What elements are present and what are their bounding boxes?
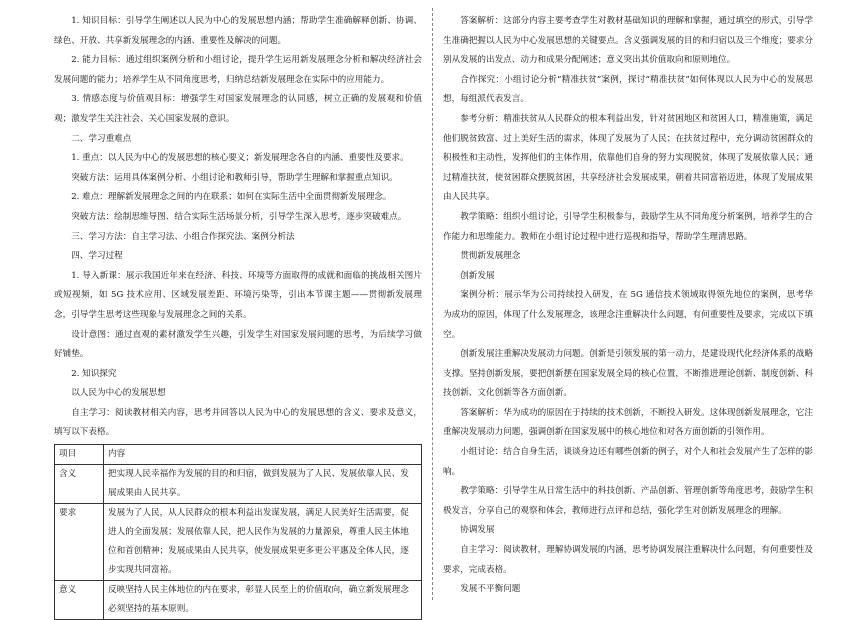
table-cell-value: 反映坚持人民主体地位的内在要求，彰显人民至上的价值取向，确立新发展理念必须坚持的基本原则。 <box>104 581 422 620</box>
right-column <box>443 12 813 600</box>
answer-analysis-2: 答案解析：华为成功的原因在于持续的技术创新，不断投入研发。这体现创新发展理念，它注重解决发展动力问题，强调创新在国家发展中的核心地位和对各方面创新的引领作用。 <box>443 407 813 438</box>
concept-table <box>54 444 422 620</box>
cooperative-inquiry: 合作探究：小组讨论分析“精准扶贫”案例，探讨“精准扶贫”如何体现以人民为中心的发展思想，每组派代表发言。 <box>443 74 813 105</box>
design-intent: 设计意图：通过直观的素材激发学生兴趣，引发学生对国家发展问题的思考，为后续学习做好铺垫。 <box>54 329 422 360</box>
self-study-prompt-2: 自主学习：阅读教材，理解协调发展的内涵，思考协调发展注重解决什么问题，有何重要性及要求，完成表格。 <box>443 545 813 575</box>
objective-knowledge: 1. 知识目标：引导学生阐述以人民为中心的发展思想内涵；帮助学生准确解释创新、协调、绿色、开放、共享新发展理念的内涵、重要性及解决的问题。 <box>54 16 422 46</box>
teaching-strategy-1: 教学策略：组织小组讨论，引导学生积极参与，鼓励学生从不同角度分析案例，培养学生的合作能力和思维能力。教师在小组讨论过程中进行巡视和指导，帮助学生理清思路。 <box>443 211 813 242</box>
table-cell-key: 要求 <box>55 504 104 581</box>
reference-analysis: 参考分析：精准扶贫从人民群众的根本利益出发，针对贫困地区和贫困人口，精准施策，满足他们脱贫致富、过上美好生活的需求，体现了发展为了人民；在扶贫过程中，充分调动贫困群众的积极性和主动性，发挥他们的主体作用，依靠他们自身的努力实现脱贫，体现了发展依靠人民；通过精准扶贫，使贫困群众摆脱贫困，共享经济社会发展成果，朝着共同富裕迈进，体现了发展成果由人民共享。 <box>443 113 813 203</box>
table-header-row <box>55 445 422 465</box>
table-header-cell: 内容 <box>104 445 422 465</box>
table-row <box>55 581 422 620</box>
section-heading-methods: 三、学习方法：自主学习法、小组合作探究法、案例分析法 <box>71 231 295 242</box>
subheading-innovation: 创新发展 <box>460 270 495 281</box>
self-study-prompt: 自主学习：阅读教材相关内容，思考并回答以人民为中心的发展思想的含义、要求及意义，填写以下表格。 <box>54 407 422 438</box>
key-breakthrough: 突破方法：运用具体案例分析、小组讨论和教师引导，帮助学生理解和掌握重点知识。 <box>71 172 398 183</box>
key-point: 1. 重点：以人民为中心的发展思想的核心要义；新发展理念各自的内涵、重要性及要求。 <box>71 153 409 164</box>
difficult-point: 2. 难点：理解新发展理念之间的内在联系；如何在实际生活中全面贯彻新发展理念。 <box>71 192 392 203</box>
difficult-breakthrough: 突破方法：绘制思维导图、结合实际生活场景分析，引导学生深入思考，逐步突破难点。 <box>71 211 407 222</box>
group-discussion: 小组讨论：结合自身生活，谈谈身边还有哪些创新的例子，对个人和社会发展产生了怎样的影响。 <box>443 447 813 477</box>
objective-emotion: 3. 情感态度与价值观目标：增强学生对国家发展理念的认同感，树立正确的发展观和价值观；激发学生关注社会、关心国家发展的意识。 <box>54 94 422 124</box>
table-cell-key: 含义 <box>55 465 104 504</box>
table-cell-value: 发展为了人民，从人民群众的根本利益出发谋发展，满足人民美好生活需要，促进人的全面发展；发展依靠人民，把人民作为发展的力量源泉，尊重人民主体地位和首创精神；发展成果由人民共享，使发展成果更多更公平惠及全体人民，逐步实现共同富裕。 <box>104 504 422 581</box>
intro-paragraph: 1. 导入新课：展示我国近年来在经济、科技、环境等方面取得的成就和面临的挑战相关图片或短视频，如 5G 技术应用、区域发展差距、环境污染等，引出本节课主题——贯彻新发展理念，引导学生思考这些现象与发展理念之间的关系。 <box>54 270 422 320</box>
objective-ability: 2. 能力目标：通过组织案例分析和小组讨论，提升学生运用新发展理念分析和解决经济社会发展问题的能力；培养学生从不同角度思考，归纳总结新发展理念在实际中的应用能力。 <box>54 55 422 85</box>
subheading-imbalance: 发展不平衡问题 <box>460 584 521 595</box>
teaching-strategy-2: 教学策略：引导学生从日常生活中的科技创新、产品创新、管理创新等角度思考，鼓励学生积极发言，分享自己的观察和体会，教师进行点评和总结，强化学生对创新发展理念的理解。 <box>443 486 813 516</box>
table-cell-key: 意义 <box>55 581 104 620</box>
left-column <box>54 12 422 620</box>
topic-people-centered: 以人民为中心的发展思想 <box>71 388 166 399</box>
answer-analysis-1: 答案解析：这部分内容主要考查学生对教材基础知识的理解和掌握，通过填空的形式，引导学生准确把握以人民为中心发展思想的关键要点。含义强调发展的目的和归宿以及三个维度；要求分别从发展的出发点、动力和成果分配阐述；意义突出其价值取向和原则地位。 <box>443 16 813 66</box>
topic-new-development: 贯彻新发展理念 <box>460 251 521 262</box>
section-heading-key-points: 二、学习重难点 <box>71 133 132 144</box>
table-cell-value: 把实现人民幸福作为发展的目的和归宿，做到发展为了人民、发展依靠人民、发展成果由人民共享。 <box>104 465 422 504</box>
table-row <box>55 465 422 504</box>
section-heading-process: 四、学习过程 <box>71 251 123 262</box>
case-analysis: 案例分析：展示华为公司持续投入研发，在 5G 通信技术领域取得领先地位的案例，思考华为成功的原因，体现了什么发展理念，该理念注重解决什么问题，有何重要性及要求，完成以下填空。 <box>443 290 813 340</box>
subheading-coordination: 协调发展 <box>460 525 495 536</box>
table-row <box>55 504 422 581</box>
fill-in-paragraph: 创新发展注重解决发展动力问题。创新是引领发展的第一动力，是建设现代化经济体系的战略支撑。坚持创新发展，要把创新摆在国家发展全局的核心位置，不断推进理论创新、制度创新、科技创新、文化创新等各方面创新。 <box>443 349 813 399</box>
knowledge-explore: 2. 知识探究 <box>71 368 117 379</box>
column-divider <box>432 8 433 600</box>
table-header-cell: 项目 <box>55 445 104 465</box>
